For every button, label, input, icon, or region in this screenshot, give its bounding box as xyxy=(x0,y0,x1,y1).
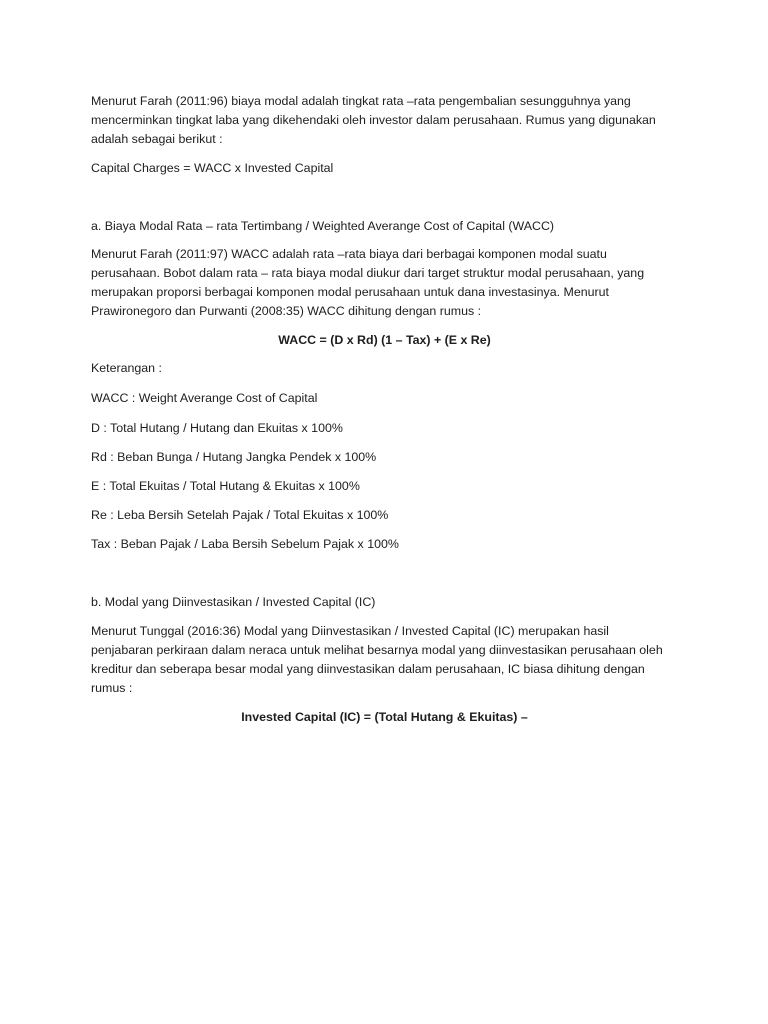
text-line: Menurut Farah (2011:96) biaya modal adalah tingkat rata –rata pengembalian sesungguhnya yang xyxy=(91,94,631,108)
text-line: Menurut Tunggal (2016:36) Modal yang Diinvestasikan / Invested Capital (IC) merupakan hasil xyxy=(91,624,609,638)
definition-rd: Rd : Beban Bunga / Hutang Jangka Pendek x 100% xyxy=(91,450,377,464)
heading-ic-section: b. Modal yang Diinvestasikan / Invested Capital (IC) xyxy=(91,595,376,609)
text-line: Menurut Farah (2011:97) WACC adalah rata –rata biaya dari berbagai komponen modal suatu xyxy=(91,247,607,261)
heading-wacc-section: a. Biaya Modal Rata – rata Tertimbang / Weighted Averange Cost of Capital (WACC) xyxy=(91,219,555,233)
text-line: perusahaan. Bobot dalam rata – rata biaya modal diukur dari target struktur modal perusahaan, yang xyxy=(91,266,645,280)
definition-wacc: WACC : Weight Averange Cost of Capital xyxy=(91,391,318,405)
paragraph-ic xyxy=(91,622,711,698)
definition-d: D : Total Hutang / Hutang dan Ekuitas x 100% xyxy=(91,421,343,435)
text-line: kreditur dan seberapa besar modal yang diinvestasikan dalam perusahaan, IC biasa dihitung dengan xyxy=(91,662,645,676)
definition-re: Re : Leba Bersih Setelah Pajak / Total Ekuitas x 100% xyxy=(91,508,389,522)
formula-invested-capital: Invested Capital (IC) = (Total Hutang & Ekuitas) – xyxy=(241,710,528,724)
text-line: adalah sebagai berikut : xyxy=(91,132,223,146)
formula-wacc: WACC = (D x Rd) (1 – Tax) + (E x Re) xyxy=(278,333,491,347)
formula-capital-charges: Capital Charges = WACC x Invested Capital xyxy=(91,161,334,175)
definition-tax: Tax : Beban Pajak / Laba Bersih Sebelum Pajak x 100% xyxy=(91,537,399,551)
text-line: rumus : xyxy=(91,681,133,695)
paragraph-wacc xyxy=(91,245,711,321)
text-line: merupakan proporsi berbagai komponen modal perusahaan untuk dana investasinya. Menurut xyxy=(91,285,609,299)
text-line: Prawironegoro dan Purwanti (2008:35) WACC dihitung dengan rumus : xyxy=(91,304,482,318)
keterangan-label: Keterangan : xyxy=(91,361,162,375)
text-line: penjabaran perkiraan dalam neraca untuk melihat besarnya modal yang diinvestasikan perusahaan oleh xyxy=(91,643,663,657)
text-line: mencerminkan tingkat laba yang dikehendaki oleh investor dalam perusahaan. Rumus yang digunakan xyxy=(91,113,656,127)
definition-e: E : Total Ekuitas / Total Hutang & Ekuitas x 100% xyxy=(91,479,360,493)
paragraph-intro xyxy=(91,92,711,149)
